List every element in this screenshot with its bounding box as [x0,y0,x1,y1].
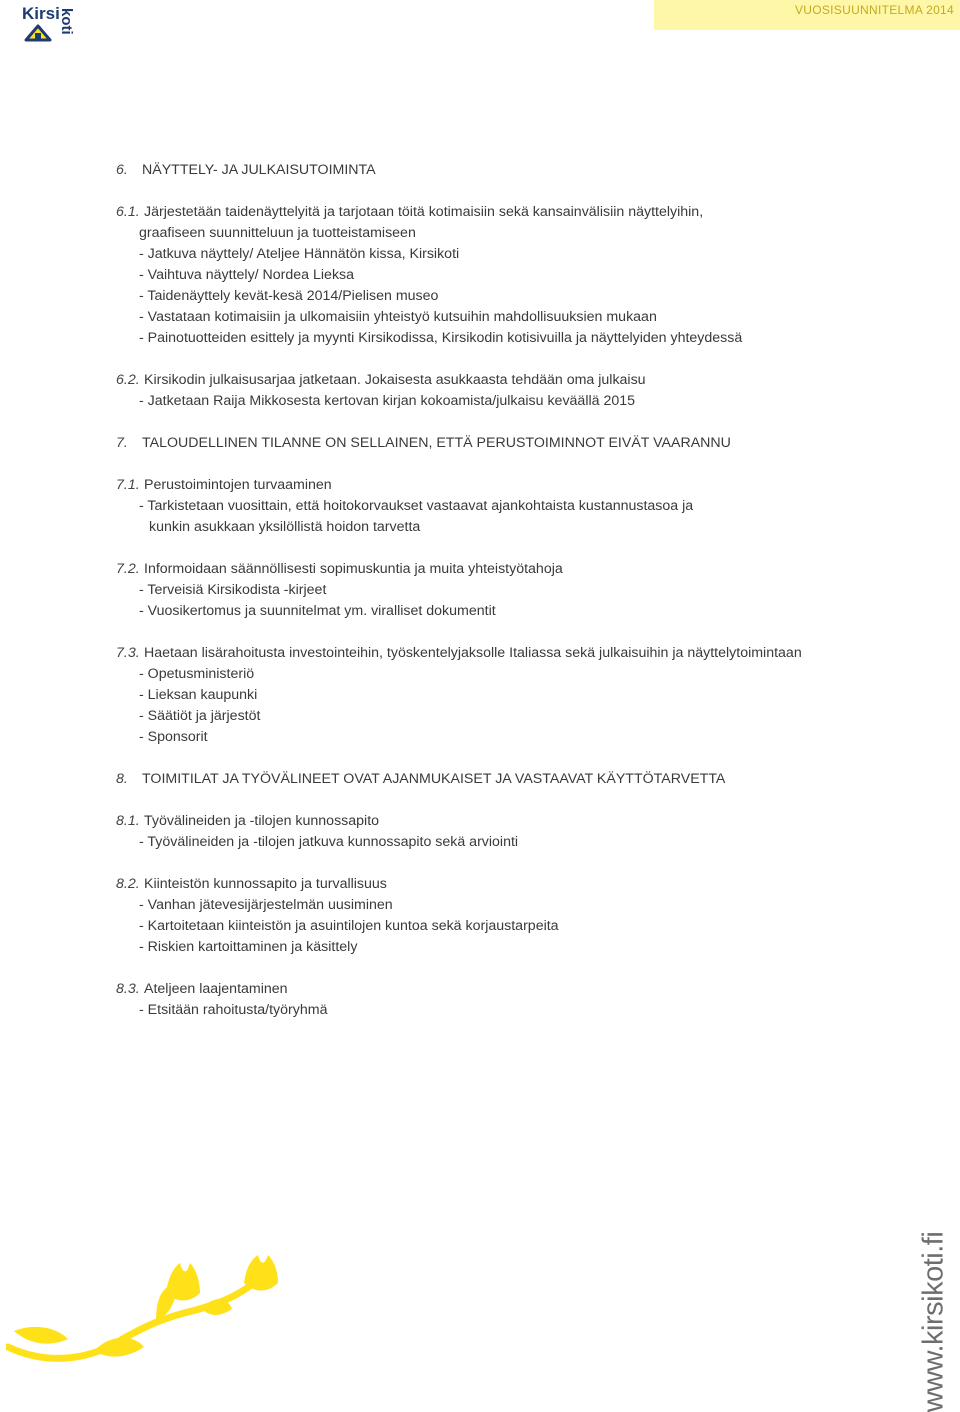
subsection-heading-7-1 [116,475,916,496]
website-url-text: www.kirsikoti.fi [917,1231,950,1412]
section-title: TALOUDELLINEN TILANNE ON SELLAINEN, ETTÄ PERUSTOIMINNOT EIVÄT VAARANNU [142,435,731,451]
subsection-heading-7-3 [116,643,916,664]
tulip-branch-decoration [6,1255,316,1365]
subsection-number: 7.1. [116,477,140,493]
subsection-title-continued: graafiseen suunnitteluun ja tuotteistamiseen [139,225,416,241]
subsection-number: 7.3. [116,645,140,661]
section-number: 7. [116,435,128,451]
subsection-number: 6.1. [116,204,140,220]
list-item: - Etsitään rahoitusta/työryhmä [139,1002,328,1018]
list-item: - Vanhan jätevesijärjestelmän uusiminen [139,897,393,913]
list-item: - Opetusministeriö [139,666,255,682]
subsection-title: Perustoimintojen turvaaminen [144,477,332,493]
subsection-title: Informoidaan säännöllisesti sopimuskuntia ja muita yhteistyötahoja [144,561,563,577]
document-title: VUOSISUUNNITELMA 2014 [794,3,954,17]
header-band [654,0,960,30]
subsection-title: Ateljeen laajentaminen [144,981,288,997]
section-heading-8 [116,769,916,790]
list-item: - Säätiöt ja järjestöt [139,708,261,724]
list-item: - Kartoitetaan kiinteistön ja asuintilojen kuntoa sekä korjaustarpeita [139,918,559,934]
subsection-title: Työvälineiden ja -tilojen kunnossapito [144,813,380,829]
website-url [906,1231,960,1412]
subsection-title: Haetaan lisärahoitusta investointeihin, työskentelyjaksolle Italiassa sekä julkaisuihin ja näyttelytoimintaan [144,645,802,661]
section-number: 6. [116,162,128,178]
subsection-heading-6-2 [116,370,916,391]
section-heading-6 [116,160,916,181]
section-number: 8. [116,771,128,787]
subsection-heading-6-1 [116,202,916,223]
list-item: - Vastataan kotimaisiin ja ulkomaisiin yhteistyö kutsuihin mahdollisuuksien mukaan [139,309,657,325]
list-item: - Riskien kartoittaminen ja käsittely [139,939,358,955]
list-item: - Taidenäyttely kevät-kesä 2014/Pielisen museo [139,288,439,304]
subsection-heading-8-3 [116,979,916,1000]
subsection-heading-8-2 [116,874,916,895]
list-item: - Vaihtuva näyttely/ Nordea Lieksa [139,267,355,283]
kirsikoti-logo [20,2,76,50]
list-item: - Työvälineiden ja -tilojen jatkuva kunnossapito sekä arviointi [139,834,519,850]
list-item: - Terveisiä Kirsikodista -kirjeet [139,582,327,598]
list-item: - Painotuotteiden esittely ja myynti Kirsikodissa, Kirsikodin kotisivuilla ja näyttelyiden yhteydessä [139,330,743,346]
section-title: NÄYTTELY- JA JULKAISUTOIMINTA [142,162,376,178]
list-item: - Jatkuva näyttely/ Ateljee Hännätön kissa, Kirsikoti [139,246,460,262]
list-item-continued: kunkin asukkaan yksilöllistä hoidon tarvetta [149,519,421,535]
list-item: - Lieksan kaupunki [139,687,258,703]
section-heading-7 [116,433,916,454]
subsection-title: Järjestetään taidenäyttelyitä ja tarjotaan töitä kotimaisiin sekä kansainvälisiin näyttelyihin, [144,204,704,220]
list-item: - Sponsorit [139,729,208,745]
list-item: - Tarkistetaan vuosittain, että hoitokorvaukset vastaavat ajankohtaista kustannustasoa ja [139,498,694,514]
subsection-number: 8.2. [116,876,140,892]
svg-text:koti: koti [58,8,75,35]
subsection-heading-8-1 [116,811,916,832]
section-title: TOIMITILAT JA TYÖVÄLINEET OVAT AJANMUKAISET JA VASTAAVAT KÄYTTÖTARVETTA [142,771,726,787]
subsection-title: Kiinteistön kunnossapito ja turvallisuus [144,876,387,892]
subsection-number: 8.3. [116,981,140,997]
document-body [116,160,916,1021]
list-item: - Jatketaan Raija Mikkosesta kertovan kirjan kokoamista/julkaisu keväällä 2015 [139,393,636,409]
subsection-heading-7-2 [116,559,916,580]
subsection-title: Kirsikodin julkaisusarjaa jatketaan. Jokaisesta asukkaasta tehdään oma julkaisu [144,372,646,388]
subsection-number: 6.2. [116,372,140,388]
svg-text:Kirsi: Kirsi [22,4,60,23]
subsection-number: 7.2. [116,561,140,577]
list-item: - Vuosikertomus ja suunnitelmat ym. viralliset dokumentit [139,603,496,619]
subsection-number: 8.1. [116,813,140,829]
